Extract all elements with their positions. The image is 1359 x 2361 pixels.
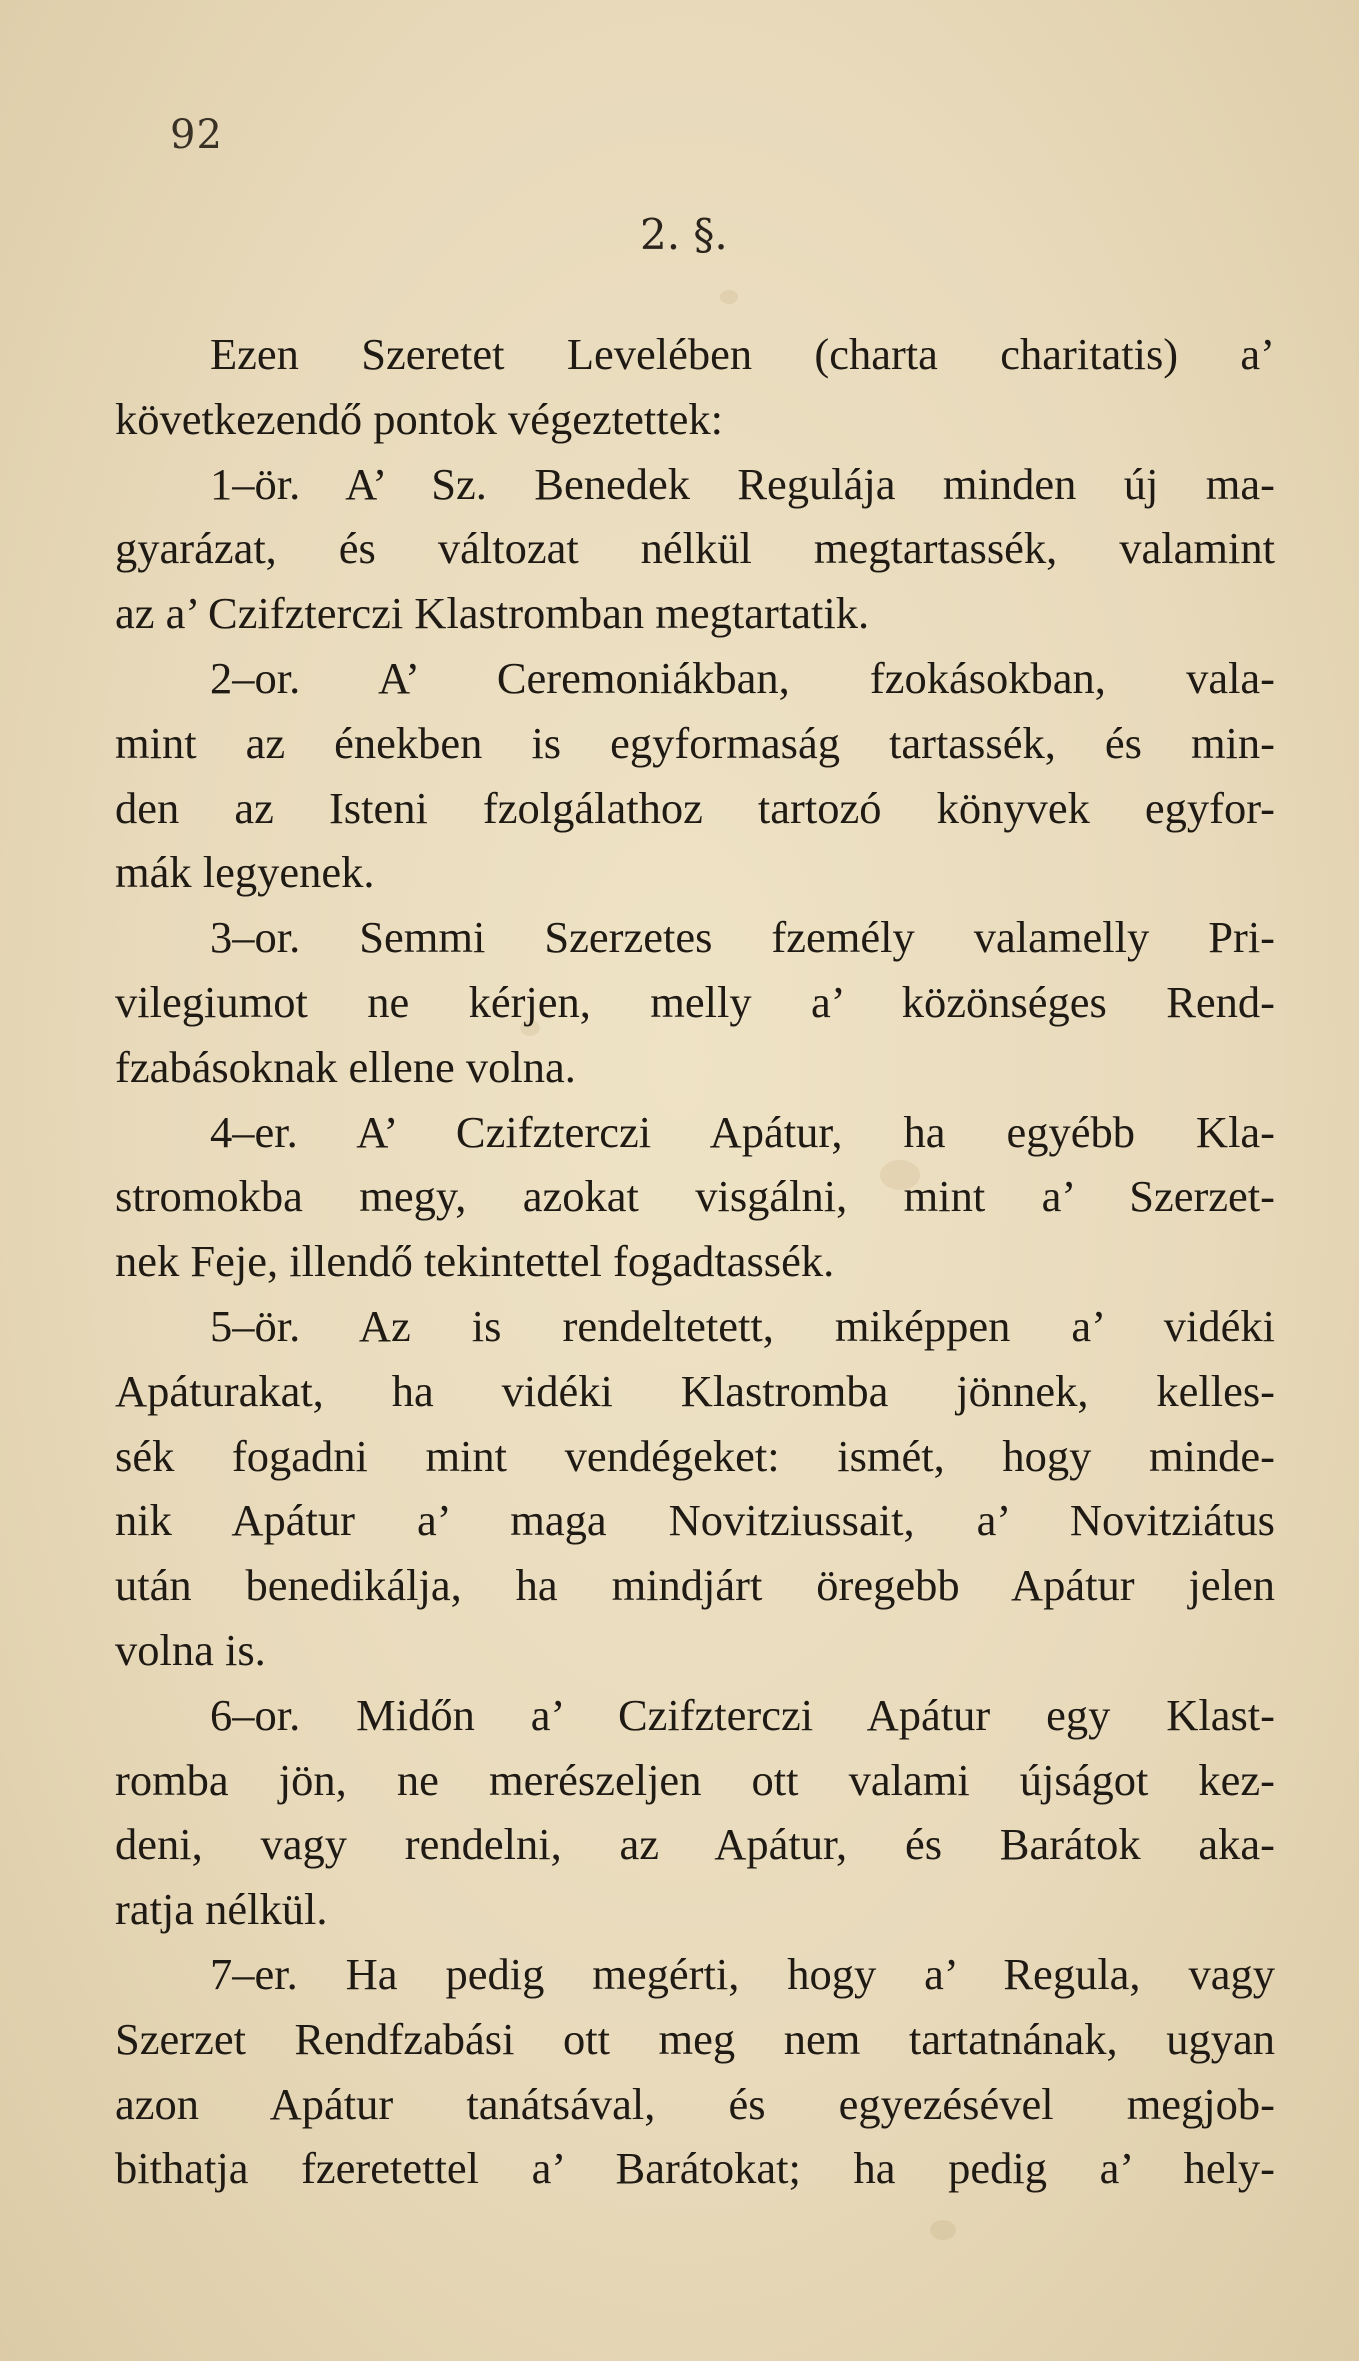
- text-line: 7–er. Ha pedig megérti, hogy a’ Regula, vagy: [210, 1948, 1275, 1999]
- text-line: bithatja fzeretettel a’ Barátokat; ha pedig a’ hely-: [115, 2143, 1275, 2194]
- paragraph: [115, 452, 1275, 646]
- text-line: nik Apátur a’ maga Novitziussait, a’ Novitziátus: [115, 1495, 1275, 1546]
- body-text: [115, 322, 1275, 2201]
- text-line: 3–or. Semmi Szerzetes fzemély valamelly Pri-: [210, 912, 1275, 963]
- text-line: 2–or. A’ Ceremoniákban, fzokásokban, vala-: [210, 652, 1275, 703]
- text-line: 6–or. Midőn a’ Czifzterczi Apátur egy Klast-: [210, 1689, 1275, 1740]
- text-line: volna is.: [115, 1624, 266, 1675]
- paragraph: [115, 905, 1275, 1099]
- text-line: vilegiumot ne kérjen, melly a’ közönséges Rend-: [115, 976, 1275, 1027]
- text-line: sék fogadni mint vendégeket: ismét, hogy minde-: [115, 1430, 1275, 1481]
- text-line: den az Isteni fzolgálathoz tartozó könyvek egyfor-: [115, 782, 1275, 833]
- text-line: stromokba megy, azokat visgálni, mint a’ Szerzet-: [115, 1171, 1275, 1222]
- text-line: fzabásoknak ellene volna.: [115, 1041, 576, 1092]
- text-line: 5–ör. Az is rendeltetett, miképpen a’ vidéki: [210, 1300, 1275, 1351]
- text-line: gyarázat, és változat nélkül megtartassék, valamint: [115, 523, 1275, 574]
- paragraph: [115, 1294, 1275, 1683]
- text-line: következendő pontok végeztettek:: [115, 393, 723, 444]
- text-line: azon Apátur tanátsával, és egyezésével megjob-: [115, 2078, 1275, 2129]
- text-line: Ezen Szeretet Levelében (charta charitatis) a’: [210, 329, 1275, 379]
- text-line: ratja nélkül.: [115, 1884, 328, 1935]
- paragraph: [115, 1942, 1275, 2201]
- text-line: nek Feje, illendő tekintettel fogadtassék.: [115, 1236, 835, 1287]
- paragraph: [115, 646, 1275, 905]
- text-line: 4–er. A’ Czifzterczi Apátur, ha egyébb Kla-: [210, 1106, 1275, 1157]
- paper-stain: [930, 2220, 956, 2240]
- text-line: után benedikálja, ha mindjárt öregebb Apátur jelen: [115, 1560, 1275, 1611]
- text-line: deni, vagy rendelni, az Apátur, és Barátok aka-: [115, 1819, 1275, 1870]
- text-line: 1–ör. A’ Sz. Benedek Regulája minden új ma-: [210, 458, 1275, 509]
- paragraph: [115, 1683, 1275, 1942]
- paragraph: [115, 1100, 1275, 1294]
- text-line: az a’ Czifzterczi Klastromban megtartatik.: [115, 588, 870, 639]
- page-number: 92: [170, 112, 223, 158]
- section-heading: 2. §.: [640, 210, 728, 259]
- paper-stain: [720, 290, 738, 304]
- text-line: romba jön, ne merészeljen ott valami újságot kez-: [115, 1754, 1275, 1805]
- text-line: Szerzet Rendfzabási ott meg nem tartatnának, ugyan: [115, 2013, 1275, 2064]
- text-line: Apáturakat, ha vidéki Klastromba jönnek, kelles-: [115, 1365, 1275, 1416]
- text-line: mint az énekben is egyformaság tartassék, és min-: [115, 717, 1275, 768]
- paragraph: [115, 322, 1275, 452]
- text-line: mák legyenek.: [115, 847, 375, 898]
